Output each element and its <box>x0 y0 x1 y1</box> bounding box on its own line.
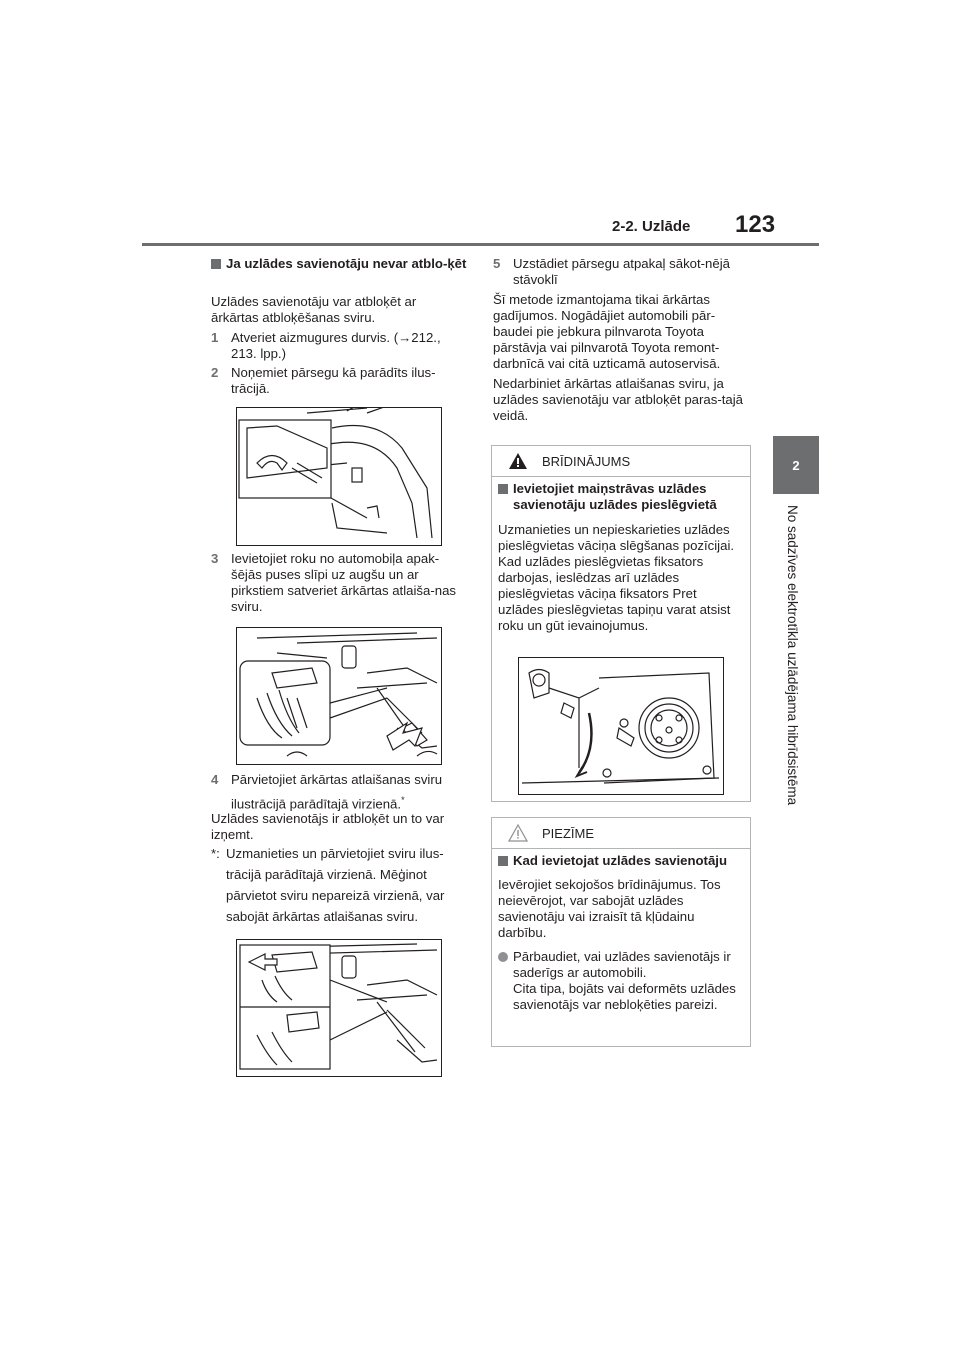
warning-title: BRĪDINĀJUMS <box>542 454 631 469</box>
right-para-1: Šī metode izmantojama tikai ārkārtas gadījumos. Nogādājiet automobili pār-baudei pie jebkura pilnvarota Toyota pārstāvja vai pilnvarotā Toyota remont-darbnīcā vai citā uzticamā autoservisā. <box>493 292 721 371</box>
figure-charging-port <box>518 657 724 795</box>
figure-move-lever <box>236 939 442 1077</box>
after-step-4: Uzlādes savienotājs ir atbloķēt un to var izņemt. <box>211 811 445 842</box>
note-box <box>491 817 751 1047</box>
illustration-trunk-cover <box>237 408 441 545</box>
warning-text-2: Kad uzlādes pieslēgvietas fiksators darbojas, ieslēdzas arī uzlādes pieslēgvietas vāciņa fiksators Pret uzlādes pieslēgvietas tapiņu varat atsist roku un gūt ievainojumus. <box>498 554 731 633</box>
left-intro: Uzlādes savienotāju var atbloķēt ar ārkārtas atbloķēšanas sviru. <box>211 294 417 325</box>
right-para-2: Nedarbiniet ārkārtas atlaišanas sviru, ja uzlādes savienotāju var atbloķēt paras-tajā veidā. <box>493 376 743 423</box>
caution-triangle-icon <box>508 824 528 842</box>
section-label: 2-2. Uzlāde <box>612 218 691 235</box>
note-bullet: Pārbaudiet, vai uzlādes savienotājs ir saderīgs ar automobili. Cita tipa, bojāts vai deformēts uzlādes savienotājs var nebloķēties pareizi. <box>498 949 744 1013</box>
page-number: 123 <box>735 211 776 238</box>
note-header <box>492 818 750 849</box>
square-bullet-icon <box>498 484 508 494</box>
step-1: 1 Atveriet aizmugures durvis. (→212., 213. lpp.) <box>211 330 441 361</box>
circle-bullet-icon <box>498 952 508 962</box>
step-2: 2 Noņemiet pārsegu kā parādīts ilus-trācijā. <box>211 365 436 396</box>
note-text: Ievērojiet sekojošos brīdinājumus. Tos neievērojot, var sabojāt uzlādes savienotāju vai izraisīt tā kļūdainu darbību. <box>498 877 721 940</box>
chapter-title: No sadzīves elektrotīkla uzlādējama hibrīdsistēma <box>785 505 800 806</box>
warning-text-1: Uzmanieties un nepieskarieties uzlādes pieslēgvietas vāciņa slēgšanas pozīcijai. <box>498 522 735 553</box>
chapter-tab <box>773 436 819 494</box>
warning-box <box>491 445 751 802</box>
square-bullet-icon <box>211 259 221 269</box>
square-bullet-icon <box>498 856 508 866</box>
header-rule <box>142 243 819 246</box>
step-4: 4 Pārvietojiet ārkārtas atlaišanas sviru ilustrācijā parādītajā virzienā.* <box>211 772 443 812</box>
footnote: *: Uzmanieties un pārvietojiet sviru ilus-trācijā parādītajā virzienā. Mēģinot pārvietot sviru nepareizā virzienā, var sabojāt ārkārtas atlaišanas sviru. <box>211 846 445 924</box>
chapter-number: 2 <box>792 458 800 473</box>
illustration-lever-direction <box>237 940 441 1076</box>
warning-triangle-icon <box>508 452 528 470</box>
step-3: 3 Ievietojiet roku no automobiļa apak-šējās puses slīpi uz augšu un ar pirkstiem satveriet ārkārtas atlaiša-nas sviru. <box>211 551 456 614</box>
note-heading: Kad ievietojat uzlādes savienotāju <box>498 853 744 869</box>
step-5: 5 Uzstādiet pārsegu atpakaļ sākot-nējā stāvoklī <box>493 256 730 287</box>
illustration-hand-lever <box>237 628 441 764</box>
note-title: PIEZĪME <box>542 826 595 841</box>
left-heading: Ja uzlādes savienotāju nevar atblo-ķēt <box>211 256 467 272</box>
warning-heading: Ievietojiet maiņstrāvas uzlādes savienotāju uzlādes pieslēgvietā <box>498 481 744 513</box>
warning-header <box>492 446 750 477</box>
figure-reach-lever <box>236 627 442 765</box>
illustration-charging-inlet <box>519 658 723 794</box>
figure-remove-cover <box>236 407 442 546</box>
